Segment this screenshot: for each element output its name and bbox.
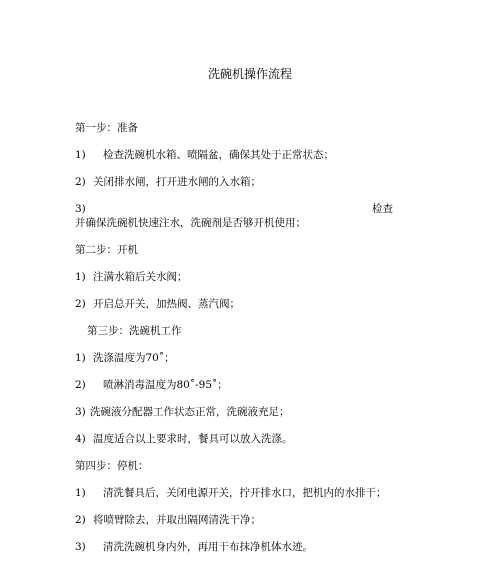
- item-number: 1): [75, 352, 86, 364]
- item-text: 检查: [372, 203, 393, 215]
- item-text: 开启总开关，加热阀、蒸汽阀；: [93, 298, 240, 310]
- list-item: [75, 540, 313, 554]
- item-number: 2): [75, 379, 86, 391]
- item-text: 洗涤温度为70˚；: [93, 352, 175, 364]
- list-item: [75, 432, 293, 446]
- list-item: [75, 148, 334, 162]
- item-number: 2): [75, 514, 86, 526]
- item-text: 洗碗液分配器工作状态正常，洗碗液充足；: [90, 406, 290, 418]
- page-title: 洗碗机操作流程: [207, 67, 292, 81]
- item-number: 1): [75, 149, 86, 161]
- list-item: [75, 486, 387, 500]
- step-heading: [75, 459, 149, 473]
- item-number: 3): [75, 541, 86, 553]
- list-item: [75, 351, 175, 365]
- item-text-right: [372, 202, 393, 216]
- item-text: 关闭排水闸，打开进水闸的入水箱；: [93, 176, 261, 188]
- list-item: [75, 405, 290, 419]
- item-number: 3): [75, 203, 86, 215]
- step-heading-text: 第四步：停机：: [75, 460, 149, 472]
- item-number: 4): [75, 433, 86, 445]
- item-number: 2): [75, 176, 86, 188]
- item-text: 清洗餐具后，关闭电源开关，拧开排水口，把机内的水排干；: [103, 487, 387, 499]
- list-item: [75, 175, 261, 189]
- step-heading-text: 第二步：开机: [75, 244, 138, 256]
- list-item: [75, 297, 240, 311]
- item-text: 注满水箱后关水阀；: [93, 271, 188, 283]
- item-text: 清洗洗碗机身内外，再用干布抹净机体水迹。: [103, 541, 313, 553]
- item-number: 2): [75, 298, 86, 310]
- item-text: 将喷臂除去，并取出隔网清洗干净；: [93, 514, 261, 526]
- step-heading-text: 第三步：洗碗机工作: [87, 325, 182, 337]
- list-item-continuation: [75, 216, 306, 230]
- step-heading: [75, 121, 138, 135]
- step-heading: [75, 243, 138, 257]
- step-heading-text: 第一步：准备: [75, 122, 138, 134]
- item-number: 1): [75, 487, 86, 499]
- item-text: 喷淋消毒温度为80˚-95˚；: [103, 379, 228, 391]
- item-number: 3): [75, 406, 86, 418]
- list-item: [75, 202, 86, 216]
- item-text: 温度适合以上要求时，餐具可以放入洗涤。: [93, 433, 293, 445]
- list-item: [75, 513, 261, 527]
- item-text: 检查洗碗机水箱、喷隔盆，确保其处于正常状态；: [103, 149, 334, 161]
- item-text: 并确保洗碗机快速注水，洗碗剂是否够开机使用；: [75, 217, 306, 229]
- list-item: [75, 378, 228, 392]
- item-number: 1): [75, 271, 86, 283]
- step-heading: [87, 324, 182, 338]
- list-item: [75, 270, 188, 284]
